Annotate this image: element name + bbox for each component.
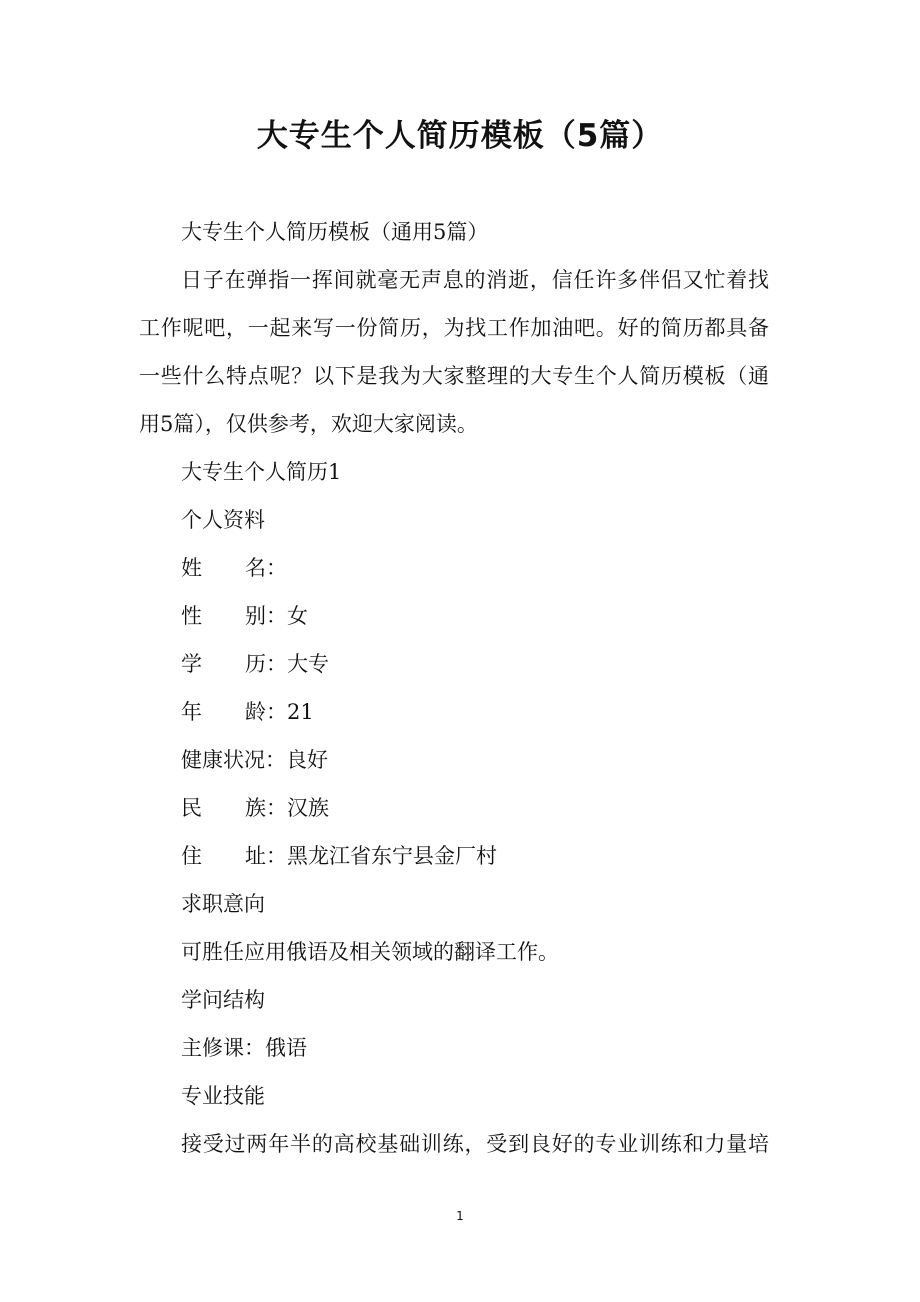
objective-text: 可胜任应用俄语及相关领域的翻译工作。 (181, 940, 559, 964)
intro-line-4: 用5篇），仅供参考，欢迎大家阅读。 (139, 412, 478, 436)
field-value: 汉族 (287, 796, 329, 820)
field-label: 学 历： (181, 652, 287, 676)
document-title: 大专生个人简历模板（5篇） (256, 118, 664, 154)
skills-paragraph (139, 1120, 769, 1168)
skills-heading: 专业技能 (181, 1084, 265, 1108)
major-course: 主修课：俄语 (181, 1036, 307, 1060)
field-name (139, 544, 769, 592)
field-label: 健康状况： (181, 748, 286, 772)
personal-info-heading: 个人资料 (181, 508, 265, 532)
field-address (139, 832, 769, 880)
field-education (139, 640, 769, 688)
intro-line-1: 日子在弹指一挥间就毫无声息的消逝，信任许多伴侣又忙着找 (181, 268, 769, 292)
field-ethnicity (139, 784, 769, 832)
objective-heading: 求职意向 (181, 892, 265, 916)
field-label: 年 龄： (181, 700, 287, 724)
field-label: 民 族： (181, 796, 287, 820)
field-value: 大专 (287, 652, 329, 676)
field-gender (139, 592, 769, 640)
page-number: 1 (456, 1209, 464, 1223)
field-health (139, 736, 769, 784)
subtitle-paragraph: 大专生个人简历模板（通用5篇） (181, 220, 489, 244)
knowledge-heading: 学问结构 (181, 988, 265, 1012)
field-value: 21 (287, 700, 314, 724)
document-body (139, 208, 769, 1168)
intro-line-2: 工作呢吧，一起来写一份简历，为找工作加油吧。好的简历都具备 (139, 316, 769, 340)
intro-line-3: 一些什么特点呢？以下是我为大家整理的大专生个人简历模板（通 (139, 364, 769, 388)
field-label: 姓 名： (181, 556, 287, 580)
field-label: 住 址： (181, 844, 287, 868)
resume-heading: 大专生个人简历1 (181, 460, 342, 484)
intro-paragraph (139, 256, 769, 448)
skills-line-1: 接受过两年半的高校基础训练，受到良好的专业训练和力量培 (181, 1132, 769, 1156)
field-label: 性 别： (181, 604, 287, 628)
field-age (139, 688, 769, 736)
field-value: 女 (287, 604, 308, 628)
field-value: 良好 (286, 748, 328, 772)
field-value: 黑龙江省东宁县金厂村 (287, 844, 497, 868)
